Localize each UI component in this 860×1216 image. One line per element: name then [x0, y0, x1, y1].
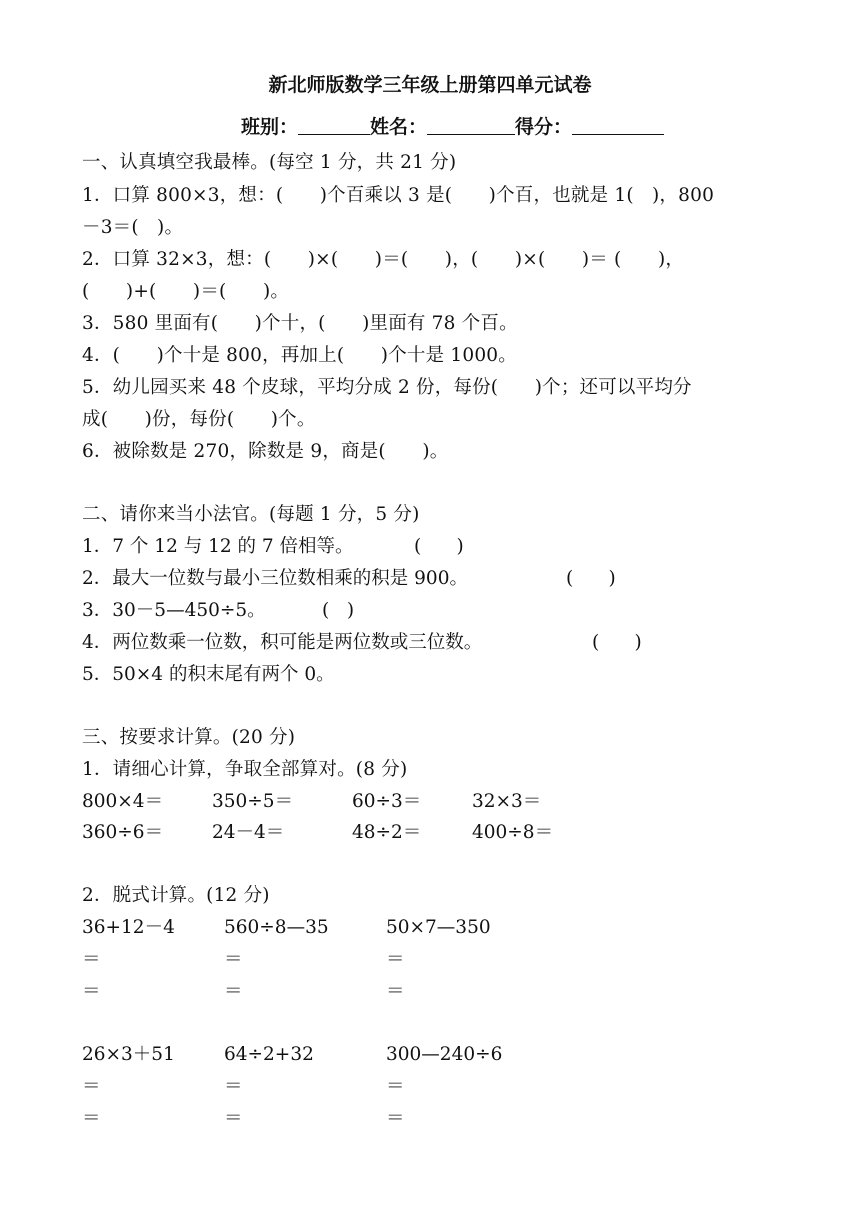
judge-question-5: 5．50×4 的积末尾有两个 0。: [82, 664, 335, 685]
judge-question-3: 3．30－5—450÷5。: [82, 600, 266, 621]
oral-calc-item: 800×4＝: [82, 791, 164, 812]
judge-answer-1[interactable]: ( ): [414, 536, 464, 557]
equals-sign: ＝: [224, 1108, 243, 1129]
name-blank[interactable]: [427, 116, 515, 135]
equals-sign: ＝: [82, 1108, 101, 1129]
exam-title: 新北师版数学三年级上册第四单元试卷: [268, 74, 592, 96]
oral-calc-item: 360÷6＝: [82, 822, 164, 843]
judge-answer-3[interactable]: ( ): [322, 600, 355, 621]
stepwise-expression: 560÷8—35: [224, 917, 329, 938]
oral-calc-item: 48÷2＝: [352, 822, 422, 843]
oral-calc-item: 400÷8＝: [472, 822, 554, 843]
stepwise-expression: 50×7—350: [386, 917, 491, 938]
oral-calc-item: 60÷3＝: [352, 791, 422, 812]
equals-sign: ＝: [224, 1076, 243, 1097]
student-info-line: [241, 114, 664, 140]
judge-question-2: 2．最大一位数与最小三位数相乘的积是 900。: [82, 568, 468, 589]
equals-sign: ＝: [386, 981, 405, 1002]
fill-question-3: 3．580 里面有( )个十，( )里面有 78 个百。: [82, 313, 518, 334]
equals-sign: ＝: [82, 981, 101, 1002]
judge-answer-2[interactable]: ( ): [566, 568, 616, 589]
equals-sign: ＝: [82, 949, 101, 970]
judge-question-4: 4．两位数乘一位数，积可能是两位数或三位数。: [82, 632, 483, 653]
fill-question-4: 4．( )个十是 800，再加上( )个十是 1000。: [82, 345, 517, 366]
stepwise-calc-subheading: 2．脱式计算。(12 分): [82, 885, 270, 906]
oral-calc-item: 32×3＝: [472, 791, 542, 812]
score-label: 得分：: [515, 116, 573, 138]
fill-question-6: 6．被除数是 270，除数是 9，商是( )。: [82, 441, 449, 462]
name-label: 姓名：: [370, 116, 428, 138]
fill-question-5-line2: 成( )份，每份( )个。: [82, 409, 316, 430]
equals-sign: ＝: [82, 1076, 101, 1097]
fill-question-2-line1: 2．口算 32×3，想：( )×( )＝( )，( )×( )＝ ( )，: [82, 249, 685, 270]
fill-question-1-line1: 1．口算 800×3，想：( )个百乘以 3 是( )个百，也就是 1( )，800: [82, 185, 715, 206]
section3-heading: 三、按要求计算。(20 分): [82, 727, 296, 748]
section2-heading: 二、请你来当小法官。(每题 1 分，5 分): [82, 504, 420, 525]
oral-calc-item: 350÷5＝: [212, 791, 294, 812]
fill-question-2-line2: ( )+( )＝( )。: [82, 281, 290, 302]
class-label: 班别：: [241, 116, 299, 138]
oral-calc-item: 24－4＝: [212, 822, 285, 843]
equals-sign: ＝: [224, 981, 243, 1002]
score-blank[interactable]: [572, 116, 664, 135]
fill-question-5-line1: 5．幼儿园买来 48 个皮球，平均分成 2 份，每份( )个；还可以平均分: [82, 377, 692, 398]
class-blank[interactable]: [298, 116, 370, 135]
section1-heading: 一、认真填空我最棒。(每空 1 分，共 21 分): [82, 152, 457, 173]
judge-answer-4[interactable]: ( ): [592, 632, 642, 653]
equals-sign: ＝: [386, 1108, 405, 1129]
oral-calc-subheading: 1．请细心计算，争取全部算对。(8 分): [82, 759, 408, 780]
stepwise-expression: 64÷2+32: [224, 1044, 314, 1065]
judge-question-1: 1．7 个 12 与 12 的 7 倍相等。: [82, 536, 354, 557]
stepwise-expression: 300—240÷6: [386, 1044, 503, 1065]
stepwise-expression: 26×3＋51: [82, 1044, 175, 1065]
equals-sign: ＝: [224, 949, 243, 970]
fill-question-1-line2: －3＝( )。: [82, 217, 184, 238]
stepwise-expression: 36+12－4: [82, 917, 175, 938]
equals-sign: ＝: [386, 1076, 405, 1097]
equals-sign: ＝: [386, 949, 405, 970]
